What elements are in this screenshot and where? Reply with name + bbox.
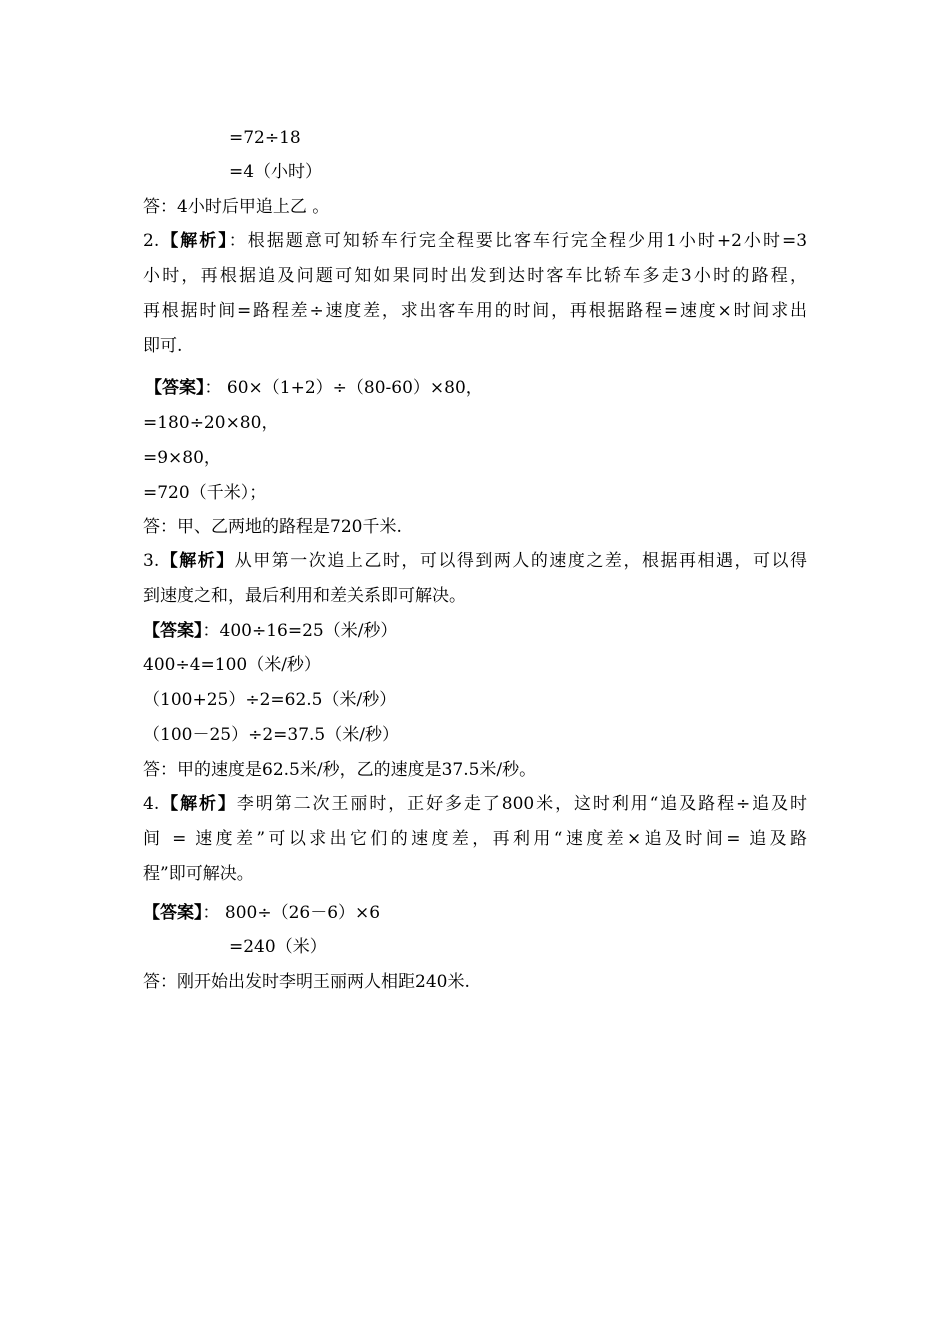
analysis-text: 从甲第一次追上乙时，可以得到两人的速度之差，根据再相遇，可以得 <box>234 551 808 571</box>
analysis-4-line-3: 程”即可解决。 <box>143 864 254 884</box>
calc-line: =9×80， <box>143 448 221 468</box>
analysis-2-line-2: 小时，再根据追及问题可知如果同时出发到达时客车比轿车多走3小时的路程， <box>143 266 807 286</box>
calc-line: （100－25）÷2=37.5（米/秒） <box>143 725 399 745</box>
calc-line: （100+25）÷2=62.5（米/秒） <box>143 690 397 710</box>
answer-tag: 【答案】 <box>143 621 203 641</box>
analysis-3-line-1 <box>143 549 807 573</box>
answer-line: 答：4小时后甲追上乙 。 <box>143 197 330 217</box>
analysis-2-line-4: 即可. <box>143 336 183 356</box>
calc-line: 400÷4=100（米/秒） <box>143 655 321 675</box>
analysis-4-line-2: 间 = 速度差”可以求出它们的速度差，再利用“速度差×追及时间= 追及路 <box>143 829 807 849</box>
calc-line: =72÷18 <box>229 128 301 148</box>
answer-line: 答：甲的速度是62.5米/秒，乙的速度是37.5米/秒。 <box>143 760 537 780</box>
answer-line: 答：甲、乙两地的路程是720千米. <box>143 517 402 537</box>
analysis-text: 李明第二次王丽时，正好多走了800米，这时利用“追及路程÷追及时 <box>236 794 808 814</box>
item-number: 3. <box>143 551 160 571</box>
analysis-tag: 【解析】 <box>159 231 229 251</box>
analysis-2-line-3: 再根据时间=路程差÷速度差，求出客车用的时间，再根据路程=速度×时间求出 <box>143 301 807 321</box>
calc-line: =180÷20×80， <box>143 413 279 433</box>
analysis-tag: 【解析】 <box>159 794 237 814</box>
analysis-text: ：根据题意可知轿车行完全程要比客车行完全程少用1小时+2小时=3 <box>228 231 808 251</box>
analysis-2-line-1 <box>143 229 807 253</box>
analysis-tag: 【解析】 <box>159 551 235 571</box>
answer-2-expression <box>145 376 483 400</box>
answer-line: 答：刚开始出发时李明王丽两人相距240米. <box>143 972 470 992</box>
answer-3-expression <box>143 619 397 643</box>
answer-expression: ：400÷16=25（米/秒） <box>202 621 398 641</box>
item-number: 2. <box>143 231 160 251</box>
answer-tag: 【答案】 <box>143 903 203 923</box>
answer-4-expression <box>143 901 380 925</box>
analysis-3-line-2: 到速度之和，最后利用和差关系即可解决。 <box>143 586 466 606</box>
analysis-4-line-1 <box>143 792 807 816</box>
answer-expression: ： 60×（1+2）÷（80-60）×80， <box>204 378 483 398</box>
calc-line: =240（米） <box>229 937 327 957</box>
calc-line: =4（小时） <box>229 162 323 182</box>
answer-expression: ： 800÷（26－6）×6 <box>202 903 381 923</box>
calc-line: =720（千米）； <box>143 483 267 503</box>
item-number: 4. <box>143 794 160 814</box>
answer-tag: 【答案】 <box>145 378 205 398</box>
